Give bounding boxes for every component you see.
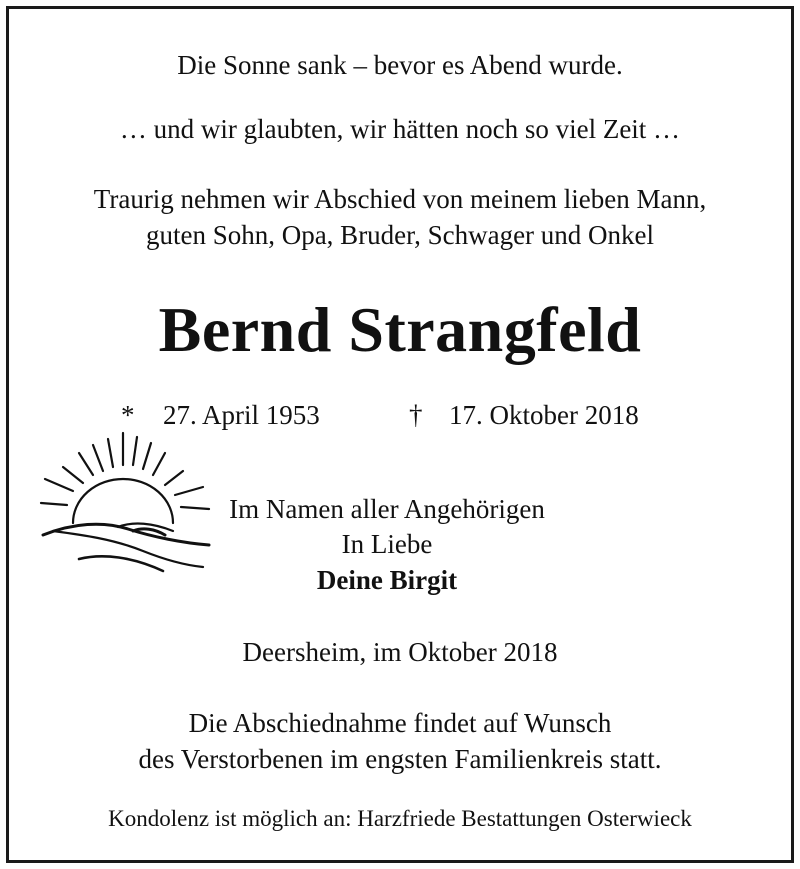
death-symbol: †: [409, 400, 423, 430]
farewell-line-2: des Verstorbenen im engsten Familienkreis statt.: [138, 744, 662, 774]
intro-line-2: guten Sohn, Opa, Bruder, Schwager und Onkel: [145, 220, 655, 250]
signature-line-1: Im Namen aller Angehörigen: [229, 494, 545, 524]
death-date: 17. Oktober 2018: [449, 400, 639, 430]
motto-line-2: … und wir glaubten, wir hätten noch so viel Zeit …: [119, 114, 681, 144]
signature-name: Deine Birgit: [316, 565, 458, 595]
condolence-note: Kondolenz ist möglich an: Harzfriede Bestattungen Osterwieck: [108, 806, 692, 831]
birth-date: 27. April 1953: [163, 400, 320, 430]
motto-line-1: Die Sonne sank – bevor es Abend wurde.: [177, 50, 623, 80]
deceased-name: Bernd Strangfeld: [158, 294, 642, 365]
obituary-frame: [6, 6, 794, 863]
farewell-line-1: Die Abschiednahme findet auf Wunsch: [188, 708, 612, 738]
intro-line-1: Traurig nehmen wir Abschied von meinem lieben Mann,: [93, 184, 707, 214]
signature-line-2: In Liebe: [341, 529, 433, 559]
birth-symbol: *: [121, 400, 135, 430]
place-date: Deersheim, im Oktober 2018: [242, 637, 558, 667]
